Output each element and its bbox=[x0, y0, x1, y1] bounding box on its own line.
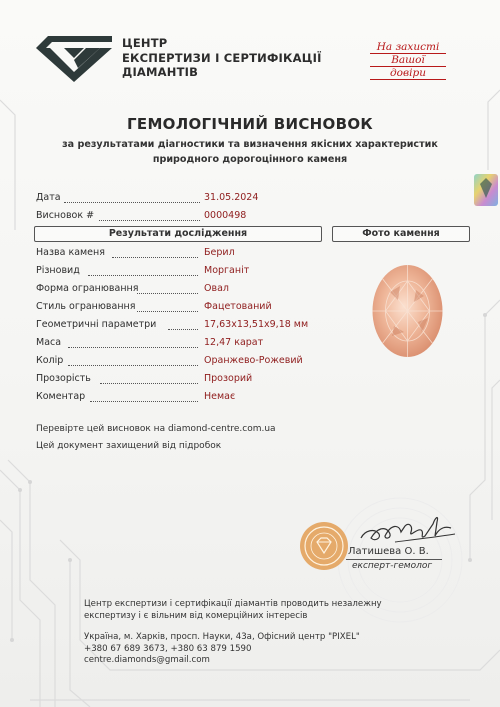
date-value: 31.05.2024 bbox=[204, 192, 259, 203]
field-label-clarity: Прозорість bbox=[36, 373, 91, 384]
dotted-leader bbox=[168, 329, 198, 330]
subtitle-line: природного дорогоцінного каменя bbox=[152, 154, 348, 165]
verify-link[interactable]: diamond-centre.com.ua bbox=[167, 424, 276, 434]
subtitle-line: за результатами діагностики та визначення якісних характеристик bbox=[62, 139, 438, 150]
expert-name: Латишева О. В. bbox=[348, 546, 429, 557]
field-label-color: Колір bbox=[36, 355, 64, 366]
field-value-cut-style: Фацетований bbox=[204, 301, 272, 312]
footer-statement bbox=[84, 598, 382, 622]
hologram-sticker bbox=[472, 172, 500, 208]
diamond-centre-logo bbox=[34, 34, 114, 84]
date-label: Дата bbox=[36, 192, 61, 203]
footer-line: Центр експертизи і сертифікації діамантів проводить незалежну bbox=[84, 599, 382, 609]
footer-address: Україна, м. Харків, просп. Науки, 43а, Офісний центр "PIXEL" bbox=[84, 632, 360, 642]
dotted-leader bbox=[90, 401, 198, 402]
field-label-stone-name: Назва каменя bbox=[36, 247, 105, 258]
slogan-line: На захисті bbox=[376, 41, 440, 53]
dotted-leader bbox=[88, 275, 198, 276]
slogan bbox=[368, 42, 448, 81]
certificate-number-label: Висновок # bbox=[36, 210, 95, 221]
certificate-number-value: 0000498 bbox=[204, 210, 247, 221]
dotted-leader bbox=[99, 220, 200, 221]
footer-line: експертизу і є вільним від комерційних інтересів bbox=[84, 611, 308, 621]
expert-role: експерт-гемолог bbox=[352, 561, 433, 571]
field-value-color: Оранжево-Рожевий bbox=[204, 355, 303, 366]
field-value-dimensions: 17,63x13,51x9,18 мм bbox=[204, 319, 309, 330]
photo-section-header: Фото камення bbox=[332, 226, 470, 242]
field-value-comment: Немає bbox=[204, 391, 236, 402]
field-label-weight: Маса bbox=[36, 337, 62, 348]
slogan-line: Вашої bbox=[391, 54, 425, 66]
field-value-weight: 12,47 карат bbox=[204, 337, 264, 348]
dotted-leader bbox=[68, 347, 198, 348]
protection-note: Цей документ захищений від підробок bbox=[36, 441, 222, 451]
results-section-header: Результати дослідження bbox=[34, 226, 322, 242]
field-label-comment: Коментар bbox=[36, 391, 86, 402]
field-value-variety: Морганіт bbox=[204, 265, 250, 276]
document-title: ГЕМОЛОГІЧНИЙ ВИСНОВОК bbox=[127, 115, 373, 133]
dotted-leader bbox=[137, 311, 198, 312]
gemstone-photo bbox=[370, 262, 445, 360]
organization-name bbox=[122, 36, 322, 80]
org-line: ЕКСПЕРТИЗИ І СЕРТИФІКАЦІЇ bbox=[122, 50, 322, 65]
document-subtitle bbox=[40, 137, 460, 167]
slogan-line: довіри bbox=[390, 67, 426, 79]
official-stamp bbox=[298, 520, 350, 572]
dotted-leader bbox=[137, 293, 198, 294]
dotted-leader bbox=[68, 365, 198, 366]
verify-note-text: Перевірте цей висновок на bbox=[36, 424, 166, 434]
dotted-leader bbox=[64, 202, 200, 203]
footer-email[interactable]: centre.diamonds@gmail.com bbox=[84, 655, 210, 665]
org-line: ДІАМАНТІВ bbox=[122, 65, 199, 79]
field-label-cut-style: Стиль огранювання bbox=[36, 301, 136, 312]
dotted-leader bbox=[112, 257, 198, 258]
signature-line bbox=[346, 559, 442, 560]
field-value-cut-shape: Овал bbox=[204, 283, 229, 294]
field-label-cut-shape: Форма огранювання bbox=[36, 283, 139, 294]
dotted-leader bbox=[100, 383, 198, 384]
verify-note bbox=[36, 424, 276, 434]
field-value-stone-name: Берил bbox=[204, 247, 235, 258]
footer-contacts bbox=[84, 632, 360, 667]
field-value-clarity: Прозорий bbox=[204, 373, 253, 384]
expert-signature bbox=[355, 502, 465, 552]
field-label-variety: Різновид bbox=[36, 265, 80, 276]
field-label-dimensions: Геометричні параметри bbox=[36, 319, 157, 330]
footer-phones: +380 67 689 3673, +380 63 879 1590 bbox=[84, 643, 252, 654]
org-line: ЦЕНТР bbox=[122, 36, 168, 50]
